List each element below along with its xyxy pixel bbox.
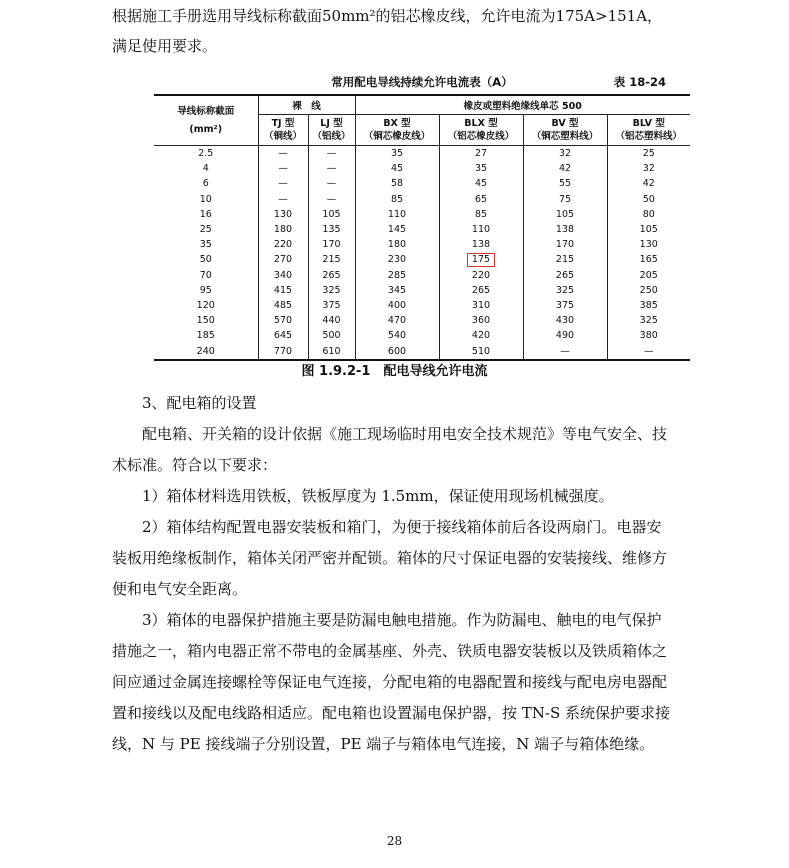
- cell-value: 360: [471, 315, 491, 327]
- header-section-label: 导线标称截面 (mm²): [177, 105, 235, 135]
- current-cell: [439, 161, 523, 176]
- current-cell: [607, 313, 690, 328]
- current-cell: [523, 268, 607, 283]
- current-cell: [258, 207, 308, 222]
- current-cell: [308, 344, 355, 360]
- header-lj: [308, 115, 355, 146]
- current-cell: [355, 146, 439, 162]
- current-cell: [439, 192, 523, 207]
- current-cell: [258, 161, 308, 176]
- cell-value: 325: [639, 315, 658, 327]
- current-cell: [523, 222, 607, 237]
- cell-value: 570: [273, 315, 293, 327]
- section-cell: [154, 207, 258, 222]
- current-cell: [308, 328, 355, 343]
- cell-value: 145: [387, 224, 407, 236]
- table-title: 常用配电导线持续允许电流表（A）: [331, 75, 513, 89]
- current-cell: [439, 298, 523, 313]
- current-cell: [439, 222, 523, 237]
- current-cell: [439, 313, 523, 328]
- current-cell: [523, 344, 607, 360]
- current-cell: [308, 207, 355, 222]
- cell-value: 400: [387, 300, 407, 312]
- table-row: [154, 252, 690, 267]
- cell-value: 470: [387, 315, 407, 327]
- current-cell: [607, 161, 690, 176]
- cell-value: 345: [387, 284, 407, 296]
- current-cell: [355, 161, 439, 176]
- current-cell: [439, 268, 523, 283]
- cell-value: 25: [199, 224, 212, 236]
- cell-value: 35: [199, 239, 212, 251]
- cell-value: 35: [390, 148, 404, 159]
- header-bx: [355, 115, 439, 146]
- table-row: [154, 207, 690, 222]
- cell-value: 130: [639, 239, 658, 251]
- cell-value: —: [278, 163, 288, 175]
- cell-value: 110: [387, 208, 407, 220]
- current-cell: [308, 298, 355, 313]
- current-cell: [258, 328, 308, 343]
- cell-value: 58: [390, 178, 404, 190]
- cell-value: 165: [639, 254, 658, 266]
- current-cell: [355, 344, 439, 360]
- cell-value: 645: [273, 330, 293, 342]
- cell-value: —: [278, 193, 288, 205]
- current-table-figure: [154, 72, 690, 361]
- cell-value: 540: [387, 330, 407, 342]
- cell-value: 415: [273, 284, 293, 296]
- table-row: [154, 268, 690, 283]
- current-cell: [523, 283, 607, 298]
- cell-value: 45: [390, 163, 404, 175]
- current-cell: [258, 176, 308, 191]
- header-bx-label: BX 型 （铜芯橡皮线）: [363, 118, 431, 142]
- cell-value: 230: [387, 254, 407, 266]
- current-cell: [607, 146, 690, 162]
- cell-value: 138: [555, 224, 575, 236]
- current-cell: [258, 146, 308, 162]
- current-cell: [607, 237, 690, 252]
- cell-value: 138: [471, 239, 491, 251]
- cell-value: 50: [199, 254, 212, 266]
- cell-value: 10: [199, 193, 212, 205]
- current-cell: [607, 176, 690, 191]
- section-cell: [154, 192, 258, 207]
- header-rubber: 橡皮或塑料绝缘线单芯 500: [355, 95, 690, 115]
- current-cell: [523, 328, 607, 343]
- cell-value: 610: [322, 345, 341, 357]
- cell-value: 42: [558, 163, 572, 175]
- current-cell: [607, 298, 690, 313]
- header-tj: [258, 115, 308, 146]
- current-cell: [308, 222, 355, 237]
- current-cell: [439, 237, 523, 252]
- current-cell: [607, 192, 690, 207]
- header-bv: [523, 115, 607, 146]
- cell-value: 55: [558, 178, 572, 190]
- cell-value: 440: [322, 315, 341, 327]
- cell-value: 170: [322, 239, 341, 251]
- cell-value: 185: [196, 330, 215, 342]
- header-bv-label: BV 型 （铜芯塑料线）: [531, 118, 599, 142]
- table-row: [154, 237, 690, 252]
- cell-value: —: [278, 178, 288, 190]
- cell-value: 430: [555, 315, 575, 327]
- cell-value: —: [326, 178, 337, 190]
- cell-value: 27: [474, 148, 488, 159]
- cell-value: 220: [471, 269, 491, 281]
- cell-value: 240: [196, 345, 215, 357]
- current-cell: [439, 207, 523, 222]
- cell-value: —: [278, 148, 288, 159]
- allowable-current-table: [154, 94, 690, 361]
- section-cell: [154, 222, 258, 237]
- cell-value: 65: [474, 193, 488, 205]
- cell-value: 600: [387, 345, 407, 357]
- cell-value: 270: [273, 254, 293, 266]
- intro-line-1: 根据施工手册选用导线标称截面50mm²的铝芯橡皮线，允许电流为175A>151A，: [112, 7, 663, 25]
- cell-value: 75: [558, 193, 572, 205]
- current-cell: [258, 344, 308, 360]
- current-cell: [355, 192, 439, 207]
- current-cell: [258, 192, 308, 207]
- table-row: [154, 176, 690, 191]
- cell-value: 32: [642, 163, 655, 175]
- header-bare: 裸 线: [258, 95, 355, 115]
- current-cell: [439, 146, 523, 162]
- table-row: [154, 328, 690, 343]
- table-row: [154, 222, 690, 237]
- section-cell: [154, 146, 258, 162]
- current-cell: [355, 268, 439, 283]
- header-blx: [439, 115, 523, 146]
- cell-value: 16: [199, 208, 212, 220]
- cell-value: 215: [555, 254, 575, 266]
- section-cell: [154, 268, 258, 283]
- section-cell: [154, 252, 258, 267]
- current-cell: [523, 313, 607, 328]
- current-cell: [355, 252, 439, 267]
- cell-value: 2.5: [198, 148, 214, 159]
- cell-value: 170: [555, 239, 575, 251]
- header-blx-label: BLX 型 （铝芯橡皮线）: [447, 118, 515, 142]
- section-cell: [154, 161, 258, 176]
- cell-value: 265: [555, 269, 575, 281]
- current-cell: [355, 176, 439, 191]
- cell-value: 500: [322, 330, 341, 342]
- table-row: [154, 313, 690, 328]
- cell-value: 45: [474, 178, 488, 190]
- cell-value: —: [644, 345, 654, 357]
- current-cell: [523, 237, 607, 252]
- cell-value: 325: [555, 284, 575, 296]
- table-row: [154, 146, 690, 162]
- cell-value: 105: [639, 224, 658, 236]
- table-row: [154, 161, 690, 176]
- current-cell: [308, 313, 355, 328]
- paragraph-1: 配电箱、开关箱的设计依据《施工现场临时用电安全技术规范》等电气安全、技术标准。符合以下要求：: [112, 425, 668, 474]
- cell-value: 380: [639, 330, 658, 342]
- current-cell: [439, 252, 523, 267]
- current-cell: [308, 283, 355, 298]
- current-cell: [355, 207, 439, 222]
- cell-value: —: [326, 163, 337, 175]
- current-cell: [308, 192, 355, 207]
- section-cell: [154, 313, 258, 328]
- current-cell: [523, 161, 607, 176]
- cell-value: 120: [196, 300, 215, 312]
- current-cell: [355, 298, 439, 313]
- current-cell: [523, 252, 607, 267]
- table-number: 表 18-24: [613, 75, 666, 89]
- section-cell: [154, 344, 258, 360]
- current-cell: [308, 161, 355, 176]
- current-cell: [308, 237, 355, 252]
- cell-value: 340: [273, 269, 293, 281]
- cell-value: 42: [642, 178, 655, 190]
- cell-value: 310: [471, 300, 491, 312]
- current-cell: [308, 252, 355, 267]
- cell-value: 32: [558, 148, 572, 159]
- section-cell: [154, 328, 258, 343]
- cell-value: 420: [471, 330, 491, 342]
- page-number: 28: [386, 834, 403, 848]
- current-cell: [439, 283, 523, 298]
- current-cell: [355, 222, 439, 237]
- cell-value: 150: [196, 315, 215, 327]
- current-cell: [308, 146, 355, 162]
- cell-value: 180: [387, 239, 407, 251]
- cell-value: 485: [273, 300, 293, 312]
- current-cell: [439, 176, 523, 191]
- current-cell: [607, 328, 690, 343]
- table-row: [154, 298, 690, 313]
- cell-value: 325: [322, 284, 341, 296]
- current-cell: [439, 328, 523, 343]
- current-cell: [355, 237, 439, 252]
- cell-value: 95: [199, 284, 212, 296]
- cell-value: 4: [202, 163, 209, 175]
- cell-value: 250: [639, 284, 658, 296]
- cell-value: 25: [642, 148, 655, 159]
- current-cell: [607, 222, 690, 237]
- header-lj-label: LJ 型 （铝线）: [312, 118, 351, 142]
- header-blv-label: BLV 型 （铝芯塑料线）: [615, 118, 682, 142]
- cell-value: 105: [555, 208, 575, 220]
- current-cell: [258, 298, 308, 313]
- paragraph-3: 2）箱体结构配置电器安装板和箱门，为便于接线箱体前后各设两扇门。电器安装板用绝缘板制作，箱体关闭严密并配锁。箱体的尺寸保证电器的安装接线、维修方便和电气安全距离。: [112, 518, 668, 598]
- current-cell: [308, 268, 355, 283]
- cell-value: 510: [471, 345, 491, 357]
- current-cell: [523, 176, 607, 191]
- cell-value: 265: [322, 269, 341, 281]
- section-cell: [154, 176, 258, 191]
- table-row: [154, 192, 690, 207]
- cell-value: 85: [474, 208, 488, 220]
- cell-value: 70: [199, 269, 212, 281]
- current-cell: [355, 313, 439, 328]
- section-cell: [154, 298, 258, 313]
- cell-value: —: [560, 345, 570, 357]
- section-heading: 3、配电箱的设置: [142, 394, 257, 412]
- intro-line-2: 满足使用要求。: [112, 37, 218, 55]
- cell-value: 385: [639, 300, 658, 312]
- current-cell: [607, 283, 690, 298]
- cell-value: 135: [322, 224, 341, 236]
- current-cell: [308, 176, 355, 191]
- figure-caption: 图 1.9.2-1 配电导线允许电流: [301, 364, 488, 379]
- section-cell: [154, 283, 258, 298]
- cell-value: 35: [474, 163, 488, 175]
- cell-value: 490: [555, 330, 575, 342]
- cell-value: —: [326, 148, 337, 159]
- current-cell: [258, 237, 308, 252]
- current-cell: [355, 328, 439, 343]
- cell-value: 105: [322, 208, 341, 220]
- cell-value: 205: [639, 269, 658, 281]
- current-cell: [523, 298, 607, 313]
- cell-value: 375: [322, 300, 341, 312]
- current-cell: [258, 252, 308, 267]
- current-cell: [258, 222, 308, 237]
- cell-value: 180: [273, 224, 293, 236]
- cell-value: 285: [387, 269, 407, 281]
- current-cell: [523, 192, 607, 207]
- cell-value: 130: [273, 208, 293, 220]
- header-blv: [607, 115, 690, 146]
- current-cell: [607, 344, 690, 360]
- current-cell: [355, 283, 439, 298]
- cell-value: 215: [322, 254, 341, 266]
- cell-value: 50: [642, 193, 655, 205]
- current-cell: [258, 268, 308, 283]
- paragraph-4: 3）箱体的电器保护措施主要是防漏电触电措施。作为防漏电、触电的电气保护措施之一，箱内电器正常不带电的金属基座、外壳、铁质电器安装板以及铁质箱体之间应通过金属连接螺栓等保证电气连接，分配电箱的电器配置和接线与配电房电器配置和接线以及配电线路相适应。配电箱也设置漏电保护器，按 TN-S 系统保护要求接线，N 与 PE 接线端子分别设置，PE 端子与箱体电气连接，N 端子与箱体绝缘。: [112, 611, 671, 753]
- current-cell: [607, 268, 690, 283]
- cell-value: 375: [555, 300, 575, 312]
- table-row: [154, 344, 690, 360]
- current-cell: [607, 252, 690, 267]
- header-tj-label: TJ 型 （铜线）: [263, 118, 302, 142]
- table-body: [154, 146, 690, 360]
- header-section: [154, 95, 258, 146]
- current-cell: [258, 313, 308, 328]
- highlighted-cell-value: 175: [467, 253, 495, 267]
- table-row: [154, 283, 690, 298]
- current-cell: [523, 207, 607, 222]
- cell-value: 85: [390, 193, 404, 205]
- cell-value: 265: [471, 284, 491, 296]
- table-title-row: [154, 72, 690, 94]
- cell-value: 220: [273, 239, 293, 251]
- cell-value: 110: [471, 224, 491, 236]
- cell-value: 770: [273, 345, 293, 357]
- current-cell: [607, 207, 690, 222]
- cell-value: 80: [642, 208, 655, 220]
- section-cell: [154, 237, 258, 252]
- cell-value: 6: [202, 178, 209, 190]
- current-cell: [523, 146, 607, 162]
- cell-value: —: [326, 193, 337, 205]
- current-cell: [439, 344, 523, 360]
- paragraph-2: 1）箱体材料选用铁板，铁板厚度为 1.5mm，保证使用现场机械强度。: [142, 487, 614, 505]
- current-cell: [258, 283, 308, 298]
